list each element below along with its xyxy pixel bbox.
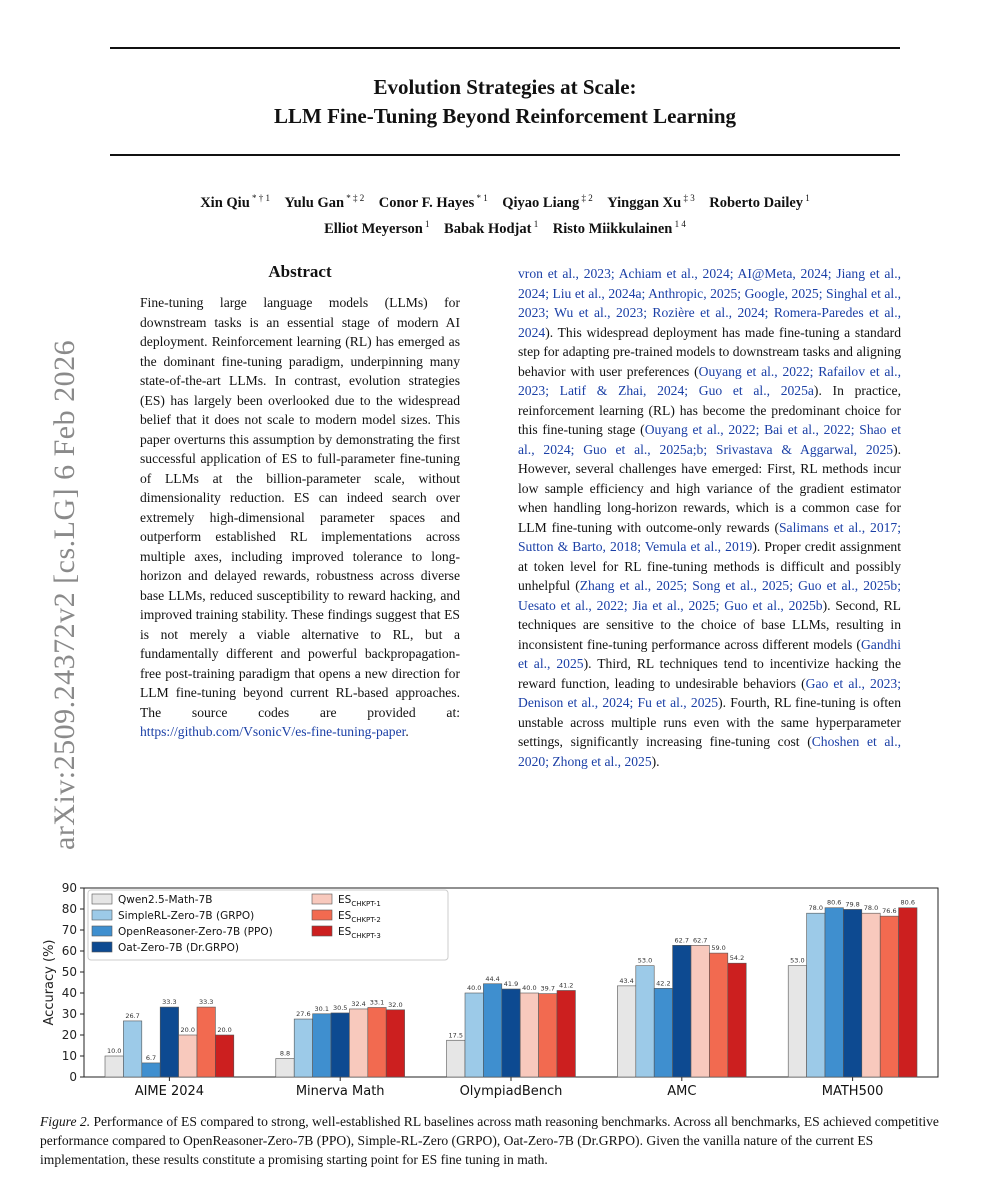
data-label: 59.0	[711, 944, 726, 953]
bar	[313, 1014, 331, 1077]
data-label: 39.7	[540, 984, 556, 993]
body-text: ). However, several challenges have emerged: First, RL methods incur low sample efficiency and high variance of the gradient estimator when handling long-horizon rewards, which is a common case for LLM fine-tuning with outcome-only rewards (	[518, 441, 901, 535]
data-label: 27.6	[296, 1010, 311, 1019]
x-tick-label: Minerva Math	[295, 1084, 385, 1099]
bar	[880, 916, 898, 1077]
data-label: 33.3	[198, 998, 214, 1007]
data-label: 26.7	[125, 1011, 140, 1020]
citation-link[interactable]: Zhang et al., 2025; Song et al., 2025; Guo et al., 2025b; Uesato et al., 2022; Jia et al., 2025; Guo et al., 2025b	[518, 578, 901, 613]
bar	[520, 993, 538, 1077]
figure-label: Figure 2.	[40, 1114, 91, 1129]
legend-label	[118, 942, 239, 954]
body-text: ). Proper credit assignment at token level for RL fine-tuning methods is difficult and possibly unhelpful (	[518, 539, 901, 593]
bar	[215, 1035, 233, 1077]
y-tick-label: 70	[61, 923, 77, 937]
bar	[142, 1063, 160, 1077]
body-text: ). In practice, reinforcement learning (RL) has become the predominant choice for this fine-tuning stage (	[518, 383, 901, 437]
data-label: 42.2	[656, 979, 671, 988]
abstract-body	[140, 293, 460, 742]
y-tick-label: 20	[61, 1028, 77, 1042]
bar	[368, 1007, 386, 1077]
data-label: 17.5	[448, 1031, 464, 1040]
bar	[557, 990, 575, 1077]
authors-line-2	[110, 214, 900, 240]
bar	[825, 908, 843, 1077]
x-tick-label: AMC	[667, 1084, 697, 1099]
author-affiliation-mark: * ‡ 2	[344, 193, 365, 203]
data-label: 33.1	[369, 998, 385, 1007]
x-tick-label: MATH500	[821, 1084, 884, 1099]
legend-swatch	[312, 894, 332, 904]
bar	[105, 1056, 123, 1077]
authors-line-1	[110, 188, 900, 214]
bar	[654, 988, 672, 1077]
data-label: 8.8	[279, 1049, 291, 1058]
author-affiliation-mark: 1	[803, 193, 810, 203]
legend-label	[118, 894, 212, 906]
data-label: 43.4	[619, 976, 634, 985]
bar	[673, 945, 691, 1077]
data-label: 41.9	[503, 980, 519, 989]
data-label: 6.7	[145, 1053, 157, 1062]
author-affiliation-mark: 1	[422, 218, 430, 229]
bar	[123, 1021, 141, 1077]
legend-label-text: Qwen2.5-Math-7B	[118, 894, 213, 906]
data-label: 10.0	[106, 1047, 122, 1055]
figure-2-chart	[40, 880, 950, 1102]
author-affiliation-mark: * † 1	[249, 193, 271, 203]
bar	[862, 913, 880, 1077]
bar	[447, 1040, 465, 1077]
bar	[349, 1009, 367, 1077]
legend-label-text: ES	[338, 894, 352, 906]
intro-column	[518, 264, 901, 771]
author-name: Elliot Meyerson	[324, 220, 423, 237]
author-name: Risto Miikkulainen	[552, 220, 673, 237]
y-tick-label: 80	[61, 902, 77, 916]
abstract-end: .	[405, 724, 409, 739]
bar-chart-svg	[40, 880, 950, 1102]
y-tick-label: 0	[69, 1070, 77, 1084]
data-label: 33.3	[162, 998, 177, 1007]
figure-caption-text: Performance of ES compared to strong, well-established RL baselines across math reasoning benchmarks. Across all benchmarks, ES achieved competitive performance compared to OpenReasoner-Zero-7B (PPO), Simple-RL-Zero (GRPO), Oat-Zero-7B (Dr.GRPO). Given the vanilla nature of the current ES implementation, these results constitute a promising starting point for ES fine tuning in math.	[40, 1114, 939, 1167]
author-name: Roberto Dailey	[709, 194, 804, 211]
y-tick-label: 40	[61, 986, 77, 1000]
data-label: 80.6	[900, 898, 916, 907]
author-name: Babak Hodjat	[444, 220, 532, 237]
title-line-2: LLM Fine-Tuning Beyond Reinforcement Learning	[273, 104, 737, 128]
x-tick-label: AIME 2024	[134, 1084, 205, 1099]
bar	[691, 945, 709, 1077]
legend-label	[118, 926, 273, 938]
citation-link[interactable]: vron et al., 2023; Achiam et al., 2024; AI@Meta, 2024; Jiang et al., 2024; Liu et al., 2024a; Anthropic, 2025; Google, 2025; Singhal et al., 2023; Wu et al., 2023; Rozière et al., 2024; Romera-Paredes et al., 2024	[518, 266, 901, 340]
body-text: ). This widespread deployment has made fine-tuning a standard step for adapting pre-trained models to downstream tasks and aligning behavior with user preferences (	[518, 324, 901, 379]
bar	[728, 963, 746, 1077]
body-text: ). Third, RL techniques tend to incentivize hacking the reward function, leading to undesirable behaviors (	[518, 656, 901, 691]
data-label: 20.0	[180, 1026, 196, 1034]
author-name: Yulu Gan	[284, 194, 345, 211]
citation-link[interactable]: Gandhi et al., 2025	[518, 636, 901, 671]
data-label: 62.7	[692, 936, 708, 945]
bar	[617, 986, 635, 1077]
legend-label-text: OpenReasoner-Zero-7B (PPO)	[118, 926, 273, 938]
body-text: ). Fourth, RL fine-tuning is often unstable across multiple runs even with the same hyperparameter settings, significantly increasing fine-tuning cost (	[518, 695, 901, 749]
bar	[539, 994, 557, 1077]
data-label: 30.1	[314, 1004, 330, 1013]
data-label: 32.4	[351, 999, 366, 1008]
legend-swatch	[92, 942, 112, 952]
data-label: 80.6	[826, 898, 842, 907]
data-label: 53.0	[790, 956, 805, 965]
data-label: 54.2	[729, 954, 745, 963]
data-label: 53.0	[637, 956, 653, 965]
bar	[276, 1059, 294, 1077]
y-tick-label: 10	[61, 1049, 77, 1063]
arxiv-identifier: arXiv:2509.24372v2 [cs.LG] 6 Feb 2026	[48, 339, 81, 850]
bar	[331, 1013, 349, 1077]
bar	[465, 993, 483, 1077]
data-label: 40.0	[522, 984, 537, 992]
legend-swatch	[312, 910, 332, 920]
bar	[179, 1035, 197, 1077]
legend-label-subscript: CHKPT-3	[351, 932, 381, 940]
body-text: ). Second, RL techniques are sensitive to the choice of base LLMs, resulting in inconsistent fine-tuning performance across different models (	[518, 597, 901, 652]
data-label: 32.0	[388, 1000, 403, 1009]
citation-link[interactable]: Gao et al., 2023; Denison et al., 2024; Fu et al., 2025	[518, 675, 901, 710]
y-axis-label: Accuracy (%)	[42, 939, 57, 1026]
data-label: 62.7	[674, 936, 690, 945]
y-tick-label: 60	[61, 944, 77, 958]
bar	[807, 913, 825, 1077]
legend-label-subscript: CHKPT-2	[351, 916, 381, 924]
abstract-heading: Abstract	[268, 262, 332, 281]
data-label: 41.2	[558, 981, 574, 990]
data-label: 30.5	[332, 1003, 348, 1012]
data-label: 78.0	[863, 904, 879, 913]
bar	[160, 1007, 178, 1077]
data-label: 76.6	[882, 907, 897, 916]
bar	[788, 966, 806, 1077]
author-name: Yinggan Xu	[607, 194, 682, 211]
bar	[502, 989, 520, 1077]
data-label: 20.0	[217, 1026, 232, 1034]
abstract-text: Fine-tuning large language models (LLMs) for downstream tasks is an essential stage of modern AI deployment. Reinforcement learning (RL) has emerged as the dominant fine-tuning paradigm, underpinning many state-of-the-art LLMs. In contrast, evolution strategies (ES) has largely been overlooked due to the widespread belief that it does not scale to modern model sizes. This paper overturns this assumption by demonstrating the first successful application of ES to full-parameter fine-tuning of LLMs at the billion-parameter scale, without dimensionality reduction. ES can indeed search over extremely high-dimensional parameter spaces and outperform established RL implementations across multiple axes, including improved tolerance to long-horizon and delayed rewards, robustness across diverse base LLMs, reduced susceptibility to reward hacking, and improved training stability. These findings suggest that ES is not merely a viable alternative to RL, but a fundamentally different and powerful backpropagation-free post-training paradigm that opens a new direction for LLM fine-tuning beyond current RL-based approaches. The source codes are provided at:	[140, 295, 460, 720]
citation-link[interactable]: Ouyang et al., 2022; Bai et al., 2022; Shao et al., 2024; Guo et al., 2025a;b; Srivastava & Aggarwal, 2025	[518, 422, 902, 457]
bar	[294, 1019, 312, 1077]
legend-label	[118, 910, 254, 922]
author-name: Conor F. Hayes	[378, 194, 475, 211]
data-label: 78.0	[808, 904, 824, 913]
data-label: 79.8	[845, 900, 860, 909]
bottom-title-rule	[110, 154, 900, 156]
data-label: 44.4	[485, 974, 500, 983]
author-affiliation-mark: 1	[531, 218, 539, 229]
legend-swatch	[92, 910, 112, 920]
y-tick-label: 30	[61, 1007, 77, 1021]
author-list	[110, 188, 900, 240]
x-tick-label: OlympiadBench	[459, 1084, 563, 1099]
author-name: Xin Qiu	[200, 194, 250, 211]
bar	[386, 1010, 404, 1077]
legend-swatch	[92, 926, 112, 936]
title-line-1: Evolution Strategies at Scale:	[373, 75, 637, 99]
body-text: ).	[651, 753, 660, 769]
y-tick-label: 50	[61, 965, 77, 979]
author-affiliation-mark: ‡ 3	[681, 193, 695, 203]
paper-title	[110, 73, 900, 131]
legend-swatch	[312, 926, 332, 936]
bar	[843, 909, 861, 1077]
citation-link[interactable]: Choshen et al., 2020; Zhong et al., 2025	[518, 734, 901, 769]
figure-caption	[40, 1112, 950, 1169]
author-affiliation-mark: * 1	[474, 193, 488, 203]
legend-label-text: SimpleRL-Zero-7B (GRPO)	[118, 910, 255, 922]
source-code-link[interactable]: https://github.com/VsonicV/es-fine-tuning-paper	[140, 724, 406, 739]
y-tick-label: 90	[61, 881, 77, 895]
bar	[636, 966, 654, 1077]
bar	[483, 984, 501, 1077]
bar	[709, 953, 727, 1077]
data-label: 40.0	[466, 984, 482, 992]
citation-link[interactable]: Ouyang et al., 2022; Rafailov et al., 2023; Latif & Zhai, 2024; Guo et al., 2025a	[518, 363, 901, 398]
legend-label-text: ES	[338, 926, 352, 938]
legend-label-text: Oat-Zero-7B (Dr.GRPO)	[118, 942, 239, 954]
bar	[197, 1007, 215, 1077]
citation-link[interactable]: Salimans et al., 2017; Sutton & Barto, 2018; Vemula et al., 2019	[518, 519, 902, 554]
bar	[899, 908, 917, 1077]
author-affiliation-mark: ‡ 2	[579, 193, 593, 203]
legend-label-subscript: CHKPT-1	[351, 900, 381, 908]
legend-swatch	[92, 894, 112, 904]
top-rule	[110, 47, 900, 49]
legend-label-text: ES	[338, 910, 352, 922]
author-affiliation-mark: 1 4	[672, 218, 686, 229]
author-name: Qiyao Liang	[502, 194, 580, 211]
